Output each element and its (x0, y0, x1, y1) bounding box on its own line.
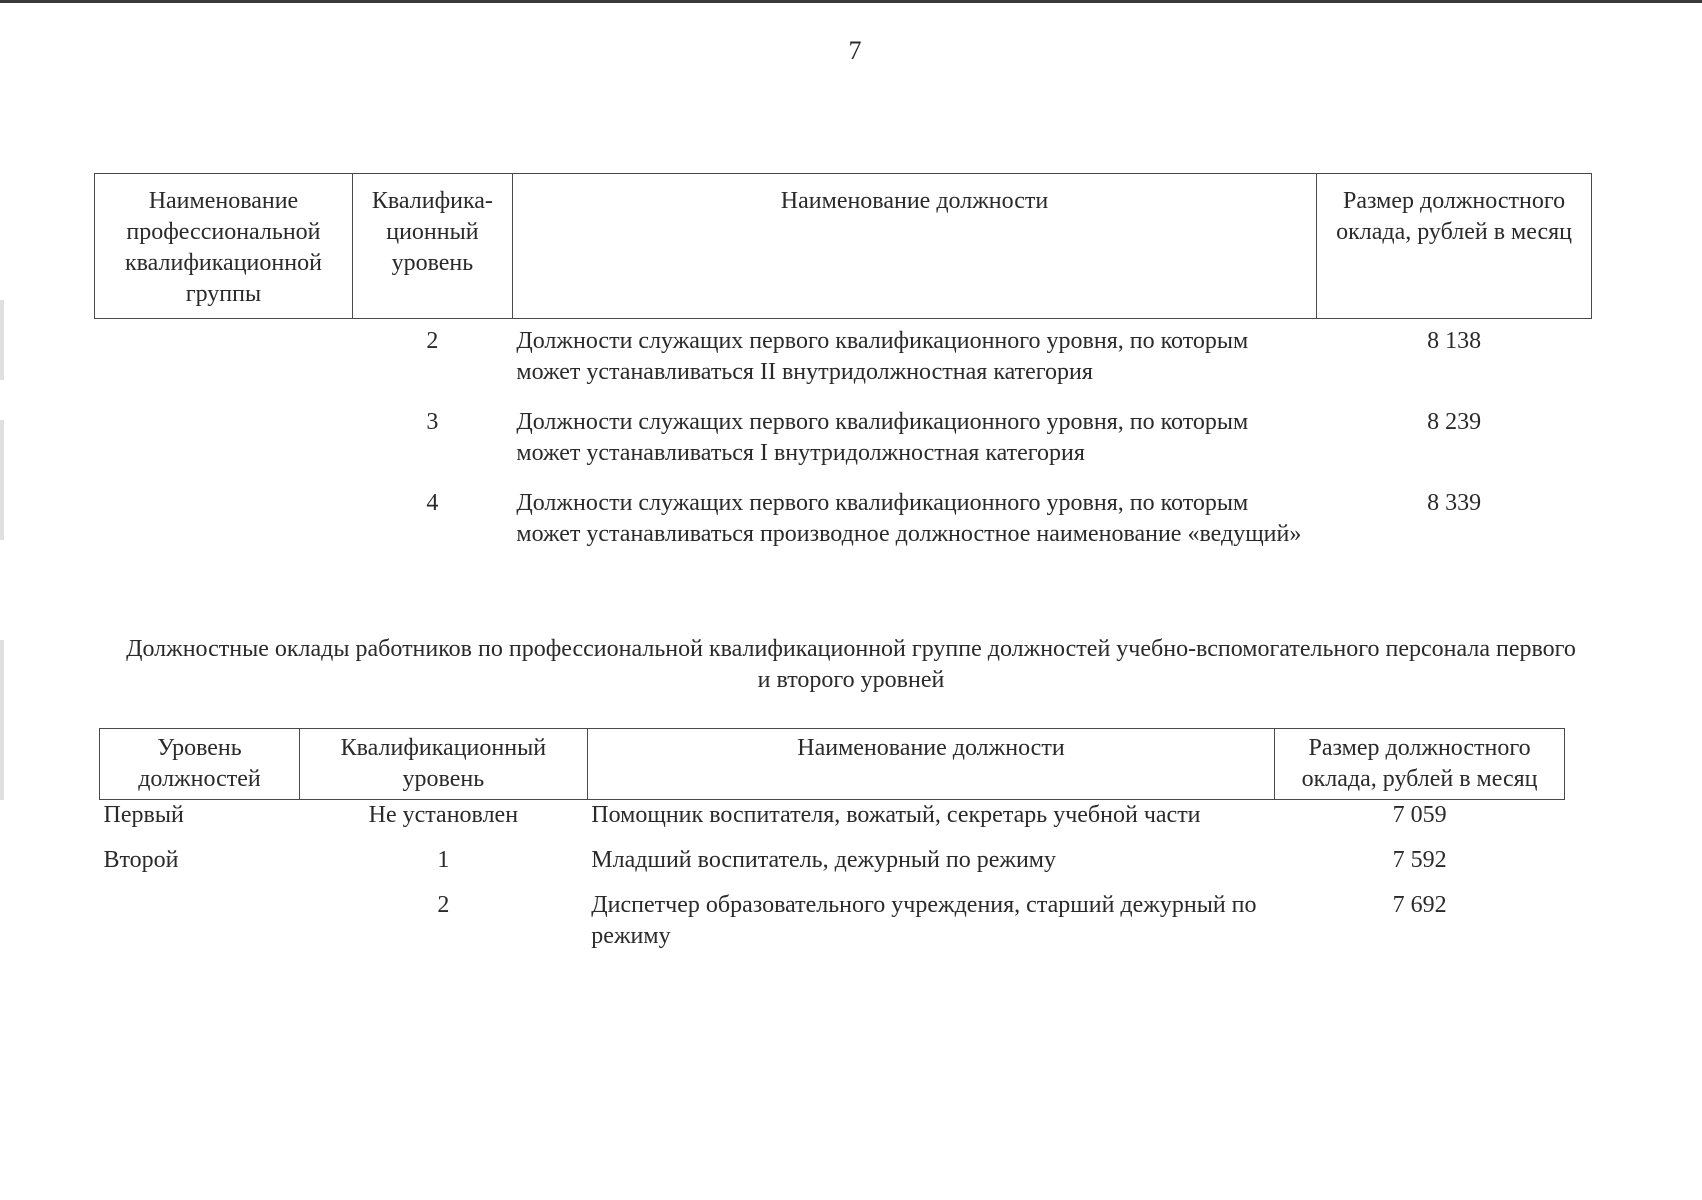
table-row (100, 845, 1565, 890)
table-row (100, 800, 1565, 846)
salary-table-1 (94, 173, 1592, 562)
cell-tier (100, 890, 300, 966)
cell-position: Должности служащих первого квалификационного уровня, по которым может устанавливаться I внутридолжностная категория (516, 409, 1249, 466)
cell-salary: 8 339 (1427, 490, 1482, 516)
cell-tier: Первый (103, 802, 184, 828)
section-caption: Должностные оклады работников по профессиональной квалификационной группе должностей учебно-вспомогательного персонала первого и второго уровней (126, 636, 1576, 693)
cell-salary: 7 692 (1392, 892, 1447, 918)
table-row (95, 481, 1592, 562)
header-salary: Размер должностного оклада, рублей в месяц (1317, 174, 1592, 319)
scan-edge-artifact (0, 420, 4, 540)
header-group-name: Наименование профессиональной квалификационной группы (95, 174, 353, 319)
table-row (100, 890, 1565, 966)
scan-edge-artifact (0, 300, 4, 380)
header-qualification-level: Квалификационный уровень (299, 729, 587, 800)
cell-group (95, 481, 353, 562)
scan-edge-artifact (0, 640, 4, 800)
cell-position: Диспетчер образовательного учреждения, старший дежурный по режиму (591, 892, 1257, 949)
table-header-row (100, 729, 1565, 800)
cell-salary: 8 239 (1427, 409, 1482, 435)
page-number: 7 (848, 36, 862, 65)
header-salary: Размер должностного оклада, рублей в месяц (1275, 729, 1565, 800)
cell-group (95, 319, 353, 401)
salary-table-2 (99, 728, 1565, 966)
cell-level: 2 (437, 892, 450, 918)
header-position-name: Наименование должности (512, 174, 1316, 319)
cell-group (95, 400, 353, 481)
table-header-row (95, 174, 1592, 319)
cell-level: 2 (426, 328, 439, 354)
header-position-name: Наименование должности (587, 729, 1274, 800)
header-position-tier: Уровень должностей (100, 729, 300, 800)
table-row (95, 400, 1592, 481)
cell-level: 3 (426, 409, 439, 435)
table-row (95, 319, 1592, 401)
cell-tier: Второй (103, 847, 179, 873)
cell-salary: 7 592 (1392, 847, 1447, 873)
cell-level: 4 (426, 490, 439, 516)
cell-position: Должности служащих первого квалификационного уровня, по которым может устанавливаться производное должностное наименование «ведущий» (516, 490, 1302, 547)
cell-level: Не установлен (368, 802, 519, 828)
cell-position: Младший воспитатель, дежурный по режиму (591, 847, 1056, 873)
page-top-border (0, 0, 1702, 3)
cell-salary: 7 059 (1392, 802, 1447, 828)
cell-level: 1 (437, 847, 450, 873)
header-qualification-level: Квалифика-ционный уровень (352, 174, 512, 319)
cell-position: Должности служащих первого квалификационного уровня, по которым может устанавливаться II внутридолжностная категория (516, 328, 1249, 385)
cell-position: Помощник воспитателя, вожатый, секретарь учебной части (591, 802, 1201, 828)
cell-salary: 8 138 (1427, 328, 1482, 354)
